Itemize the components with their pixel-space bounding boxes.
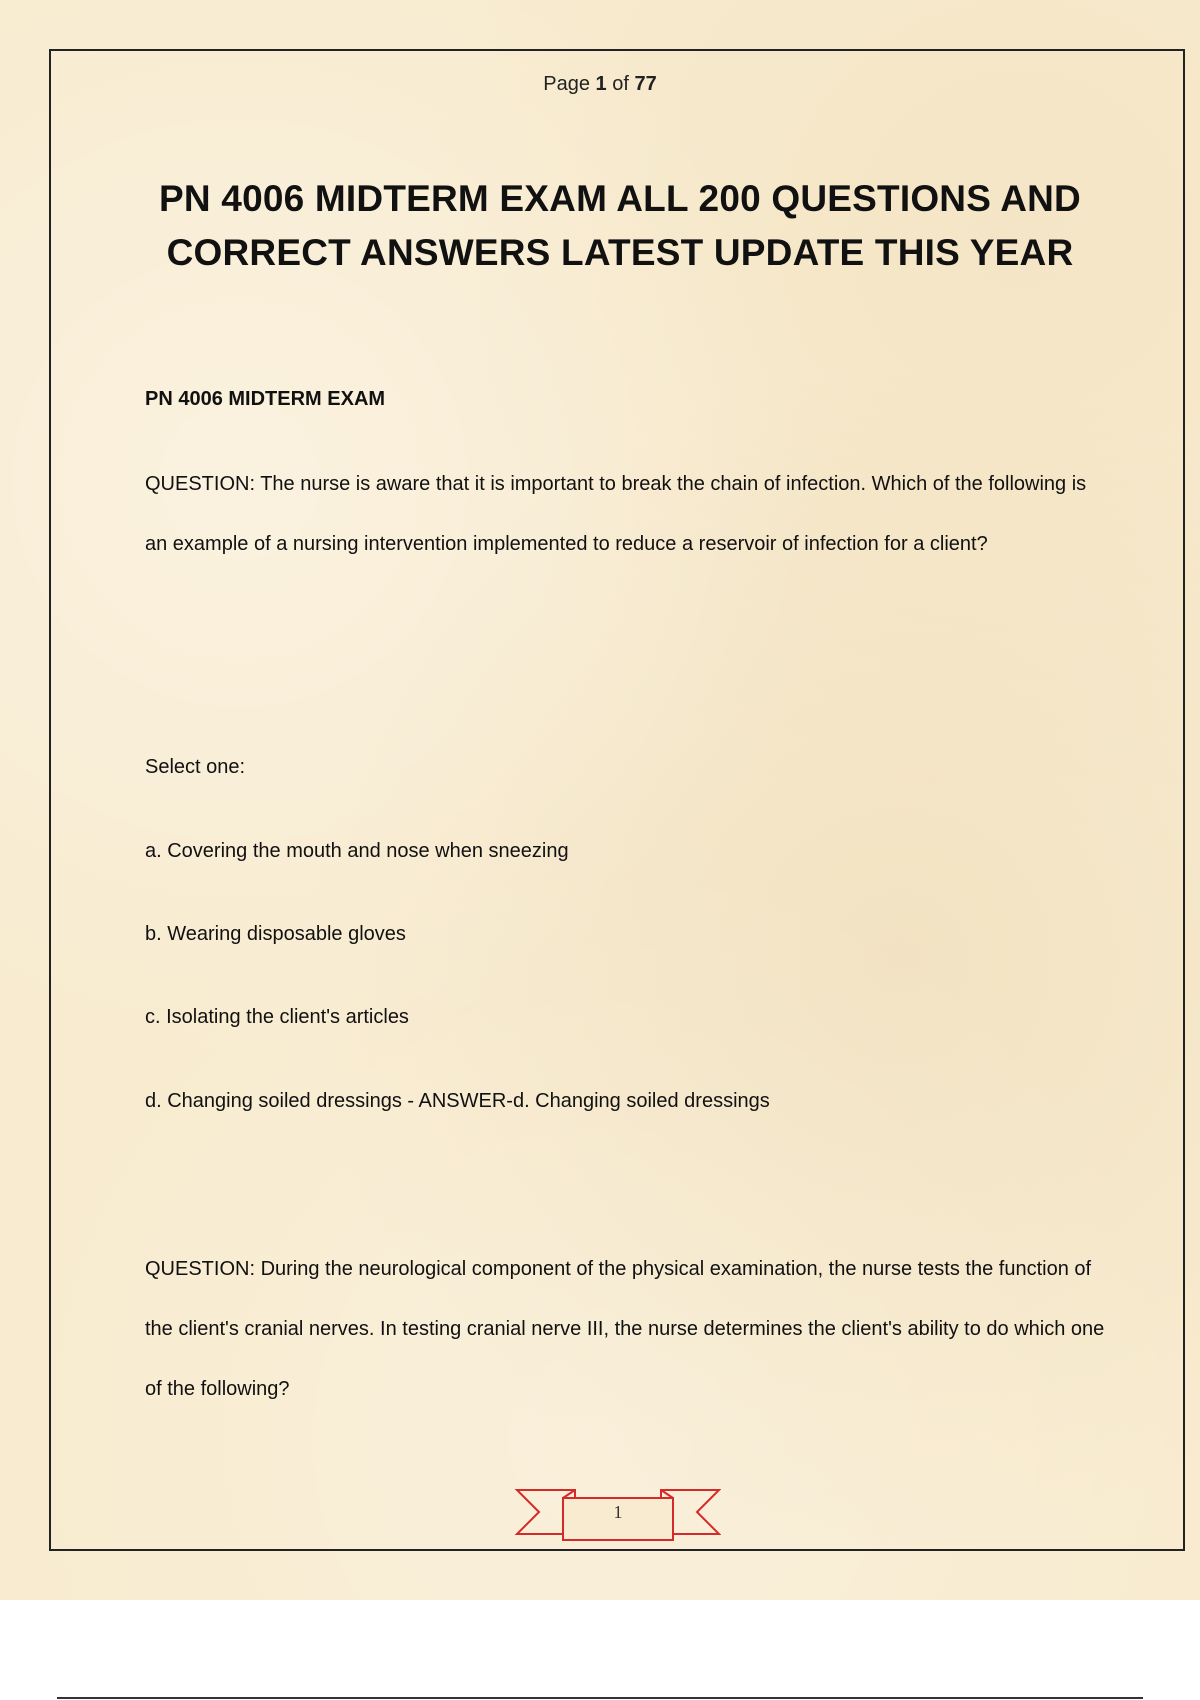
question-2-text: QUESTION: During the neurological component of the physical examination, the nurse tests the function of the client's cranial nerves. In testing cranial nerve III, the nurse determines the client's ability to do which one of the following? [145, 1258, 1105, 1400]
footer-divider [57, 1697, 1143, 1699]
question-1-option-b: b. Wearing disposable gloves [145, 923, 406, 945]
question-1-option-d-answer: d. Changing soiled dressings - ANSWER-d. Changing soiled dressings [145, 1090, 770, 1112]
section-heading: PN 4006 MIDTERM EXAM [145, 388, 386, 410]
question-1-option-c: c. Isolating the client's articles [145, 1006, 409, 1028]
page-counter [0, 73, 1200, 96]
page-total: 77 [634, 73, 657, 95]
question-1-text: QUESTION: The nurse is aware that it is important to break the chain of infection. Which of the following is an example of a nursing intervention implemented to reduce a reservoir of infection for a client? [145, 473, 1087, 555]
document-title: PN 4006 MIDTERM EXAM ALL 200 QUESTIONS AND CORRECT ANSWERS LATEST UPDATE THIS YEAR [159, 178, 1081, 273]
page-current: 1 [595, 73, 607, 95]
page-label: Page [543, 73, 590, 95]
question-1-prompt: Select one: [145, 756, 246, 778]
page-of: of [612, 73, 629, 95]
footer-page-number: 1 [613, 1502, 623, 1522]
page-number-ribbon [513, 1480, 723, 1542]
question-1-option-a: a. Covering the mouth and nose when sneezing [145, 840, 569, 862]
